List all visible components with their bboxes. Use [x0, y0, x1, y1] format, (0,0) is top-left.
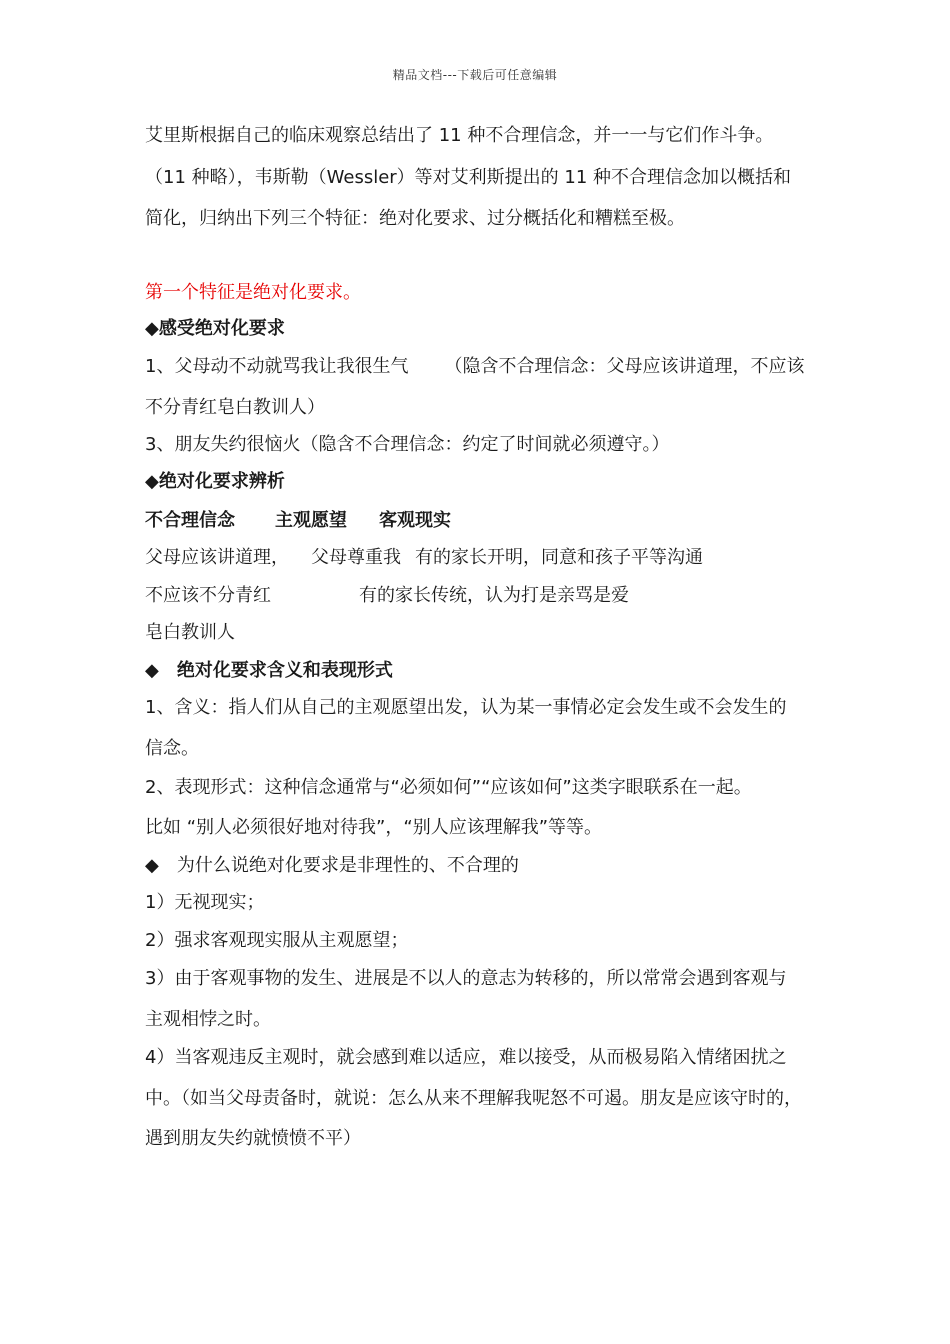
intro-line-1: 艾里斯根据自己的临床观察总结出了 11 种不合理信念，并一一与它们作斗争。 [145, 125, 774, 146]
feel-item-1-note: （隐含不合理信念：父母应该讲道理，不应该 [444, 356, 805, 377]
feature-one-heading: 第一个特征是绝对化要求。 [145, 282, 361, 303]
table-header-row [145, 509, 451, 533]
table-cell-reality: 有的家长开明，同意和孩子平等沟通 [415, 547, 703, 568]
meaning-line-3: 2、表现形式：这种信念通常与“必须如何”“应该如何”这类字眼联系在一起。 [145, 777, 752, 798]
table-header-wish: 主观愿望 [275, 510, 347, 531]
table-header-belief: 不合理信念 [145, 510, 235, 531]
intro-line-3: 简化，归纳出下列三个特征：绝对化要求、过分概括化和糟糕至极。 [145, 208, 685, 229]
table-cell-belief: 父母应该讲道理， [145, 547, 289, 568]
table-row-3: 皂白教训人 [145, 622, 235, 643]
meaning-line-1: 1、含义：指人们从自己的主观愿望出发，认为某一事情必定会发生或不会发生的 [145, 697, 787, 718]
table-row-2 [145, 584, 629, 608]
why-item-4: 4）当客观违反主观时，就会感到难以适应，难以接受，从而极易陷入情绪困扰之 [145, 1047, 787, 1068]
table-cell-reality: 有的家长传统，认为打是亲骂是爱 [359, 585, 629, 606]
why-item-3-cont: 主观相悖之时。 [145, 1009, 271, 1030]
page-header: 精品文档---下载后可任意编辑 [392, 68, 558, 82]
feel-item-3: 3、朋友失约很恼火（隐含不合理信念：约定了时间就必须遵守。） [145, 434, 670, 455]
meaning-line-2: 信念。 [145, 738, 199, 759]
why-item-2: 2）强求客观现实服从主观愿望； [145, 930, 409, 951]
meaning-heading: ◆ 绝对化要求含义和表现形式 [145, 660, 393, 681]
intro-line-2: （11 种略），韦斯勒（Wessler）等对艾利斯提出的 11 种不合理信念加以概括和 [145, 167, 792, 188]
meaning-line-4: 比如 “别人必须很好地对待我”，“别人应该理解我”等等。 [145, 817, 603, 838]
table-cell-wish: 父母尊重我 [311, 547, 401, 568]
feel-item-1-text: 1、父母动不动就骂我让我很生气 [145, 356, 409, 377]
why-item-4-end: 遇到朋友失约就愤愤不平） [145, 1128, 361, 1149]
feel-item-1-cont: 不分青红皂白教训人） [145, 397, 325, 418]
why-item-1: 1）无视现实； [145, 892, 265, 913]
table-cell-belief: 不应该不分青红 [145, 585, 271, 606]
feel-item-1 [145, 355, 804, 379]
table-header-reality: 客观现实 [379, 510, 451, 531]
analysis-heading: ◆绝对化要求辨析 [145, 471, 285, 492]
table-row-1 [145, 546, 703, 570]
feel-heading: ◆感受绝对化要求 [145, 318, 285, 339]
why-heading: ◆ 为什么说绝对化要求是非理性的、不合理的 [145, 855, 519, 876]
why-item-4-cont: 中。（如当父母责备时，就说：怎么从来不理解我呢怒不可遏。朋友是应该守时的， [145, 1088, 802, 1109]
why-item-3: 3）由于客观事物的发生、进展是不以人的意志为转移的，所以常常会遇到客观与 [145, 968, 787, 989]
